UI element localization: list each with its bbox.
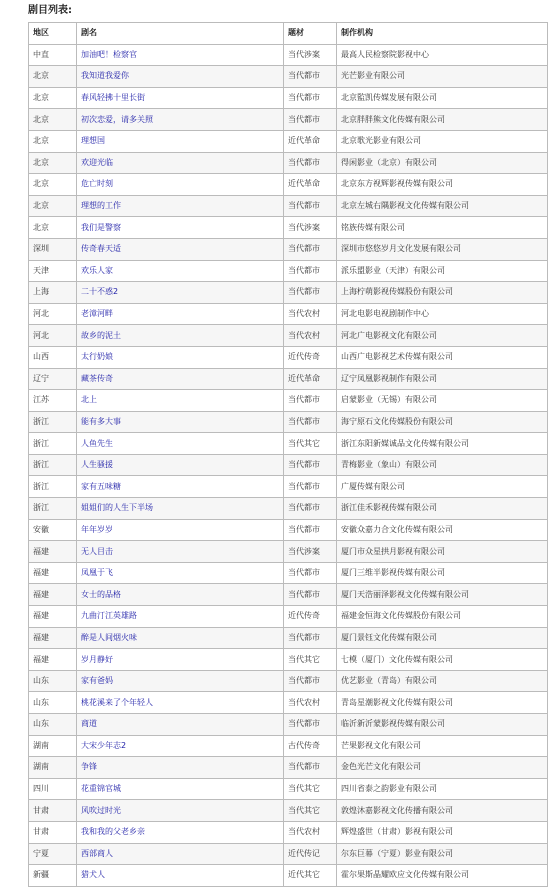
header-genre: 题材 <box>284 23 337 45</box>
cell-region: 浙江 <box>29 411 77 433</box>
cell-genre: 当代农村 <box>284 325 337 347</box>
cell-region: 中直 <box>29 44 77 66</box>
cell-genre: 当代农村 <box>284 303 337 325</box>
cell-genre: 当代都市 <box>284 627 337 649</box>
cell-region: 山东 <box>29 714 77 736</box>
cell-producer: 浙江佳禾影视传媒有限公司 <box>337 498 548 520</box>
cell-producer: 浙江东阳新媒诚品文化传媒有限公司 <box>337 433 548 455</box>
table-header-row <box>29 23 548 45</box>
cell-region: 浙江 <box>29 498 77 520</box>
cell-title[interactable]: 无人目击 <box>77 541 284 563</box>
cell-title[interactable]: 我们是警察 <box>77 217 284 239</box>
cell-title[interactable]: 故乡的泥土 <box>77 325 284 347</box>
cell-region: 山西 <box>29 346 77 368</box>
cell-producer: 安徽众嘉力合文化传媒有限公司 <box>337 519 548 541</box>
cell-title[interactable]: 风吹过时光 <box>77 800 284 822</box>
table-row <box>29 368 548 390</box>
cell-genre: 当代涉案 <box>284 44 337 66</box>
cell-region: 福建 <box>29 627 77 649</box>
cell-region: 福建 <box>29 562 77 584</box>
cell-title[interactable]: 家有五味糖 <box>77 476 284 498</box>
table-row <box>29 584 548 606</box>
table-caption: 剧目列表: <box>28 5 72 16</box>
cell-producer: 福建金恒海文化传媒股份有限公司 <box>337 606 548 628</box>
cell-producer: 厦门三维半影视传媒有限公司 <box>337 562 548 584</box>
cell-genre: 当代都市 <box>284 714 337 736</box>
table-row <box>29 606 548 628</box>
cell-genre: 当代都市 <box>284 757 337 779</box>
cell-title[interactable]: 岁月静好 <box>77 649 284 671</box>
cell-producer: 得闲影业（北京）有限公司 <box>337 152 548 174</box>
cell-region: 北京 <box>29 66 77 88</box>
cell-genre: 当代都市 <box>284 66 337 88</box>
cell-producer: 辉煌盛世（甘肃）影视有限公司 <box>337 821 548 843</box>
cell-region: 福建 <box>29 541 77 563</box>
table-row <box>29 152 548 174</box>
table-row <box>29 714 548 736</box>
cell-producer: 青岛星潮影视文化传媒有限公司 <box>337 692 548 714</box>
cell-producer: 海宁原石文化传媒股份有限公司 <box>337 411 548 433</box>
cell-genre: 当代都市 <box>284 260 337 282</box>
cell-producer: 派乐盟影业（天津）有限公司 <box>337 260 548 282</box>
table-row <box>29 325 548 347</box>
cell-genre: 当代都市 <box>284 87 337 109</box>
cell-title[interactable]: 家有爸妈 <box>77 670 284 692</box>
cell-producer: 厦门景钰文化传媒有限公司 <box>337 627 548 649</box>
cell-title[interactable]: 理想国 <box>77 130 284 152</box>
cell-producer: 北京东方视辉影视传媒有限公司 <box>337 174 548 196</box>
cell-genre: 当代都市 <box>284 562 337 584</box>
cell-producer: 上海柠萌影视传媒股份有限公司 <box>337 282 548 304</box>
drama-list-table <box>28 22 548 887</box>
table-row <box>29 541 548 563</box>
cell-producer: 深圳市悠悠岁月文化发展有限公司 <box>337 238 548 260</box>
cell-producer: 光芒影业有限公司 <box>337 66 548 88</box>
cell-region: 河北 <box>29 303 77 325</box>
cell-title[interactable]: 九曲汀江英雄路 <box>77 606 284 628</box>
cell-genre: 当代都市 <box>284 109 337 131</box>
cell-producer: 河北电影电视剧制作中心 <box>337 303 548 325</box>
table-row <box>29 519 548 541</box>
cell-region: 新疆 <box>29 865 77 887</box>
cell-genre: 近代革命 <box>284 130 337 152</box>
cell-genre: 当代都市 <box>284 454 337 476</box>
header-region: 地区 <box>29 23 77 45</box>
cell-genre: 当代涉案 <box>284 217 337 239</box>
cell-region: 河北 <box>29 325 77 347</box>
cell-title[interactable]: 人鱼先生 <box>77 433 284 455</box>
cell-genre: 当代农村 <box>284 821 337 843</box>
cell-genre: 当代农村 <box>284 692 337 714</box>
cell-region: 湖南 <box>29 735 77 757</box>
table-row <box>29 217 548 239</box>
cell-region: 宁夏 <box>29 843 77 865</box>
cell-title[interactable]: 人生骚援 <box>77 454 284 476</box>
cell-genre: 近代传记 <box>284 843 337 865</box>
cell-region: 辽宁 <box>29 368 77 390</box>
cell-genre: 当代都市 <box>284 519 337 541</box>
cell-title[interactable]: 春风轻拂十里长街 <box>77 87 284 109</box>
table-row <box>29 174 548 196</box>
cell-title[interactable]: 欢乐人家 <box>77 260 284 282</box>
header-title: 剧名 <box>77 23 284 45</box>
cell-genre: 当代都市 <box>284 282 337 304</box>
cell-title[interactable]: 商道 <box>77 714 284 736</box>
cell-title[interactable]: 我知道我爱你 <box>77 66 284 88</box>
table-row <box>29 433 548 455</box>
cell-region: 湖南 <box>29 757 77 779</box>
table-row <box>29 454 548 476</box>
table-row <box>29 282 548 304</box>
table-row <box>29 800 548 822</box>
header-producer: 制作机构 <box>337 23 548 45</box>
cell-producer: 霍尔果斯晶耀欧应文化传媒有限公司 <box>337 865 548 887</box>
cell-title[interactable]: 西部商人 <box>77 843 284 865</box>
cell-genre: 当代其它 <box>284 778 337 800</box>
cell-region: 福建 <box>29 606 77 628</box>
cell-title[interactable]: 大宋少年志2 <box>77 735 284 757</box>
cell-title[interactable]: 花重锦官城 <box>77 778 284 800</box>
cell-region: 甘肃 <box>29 821 77 843</box>
table-row <box>29 778 548 800</box>
cell-producer: 尔东巨幕（宁夏）影业有限公司 <box>337 843 548 865</box>
cell-genre: 当代都市 <box>284 152 337 174</box>
cell-genre: 当代都市 <box>284 476 337 498</box>
cell-region: 天津 <box>29 260 77 282</box>
table-row <box>29 562 548 584</box>
cell-region: 福建 <box>29 584 77 606</box>
cell-producer: 北京歌光影业有限公司 <box>337 130 548 152</box>
table-body <box>29 44 548 886</box>
cell-producer: 启蒙影业（无锡）有限公司 <box>337 390 548 412</box>
cell-producer: 芒果影视文化有限公司 <box>337 735 548 757</box>
table-row <box>29 130 548 152</box>
table-row <box>29 498 548 520</box>
cell-title[interactable]: 传奇春天适 <box>77 238 284 260</box>
cell-genre: 当代都市 <box>284 195 337 217</box>
cell-genre: 近代革命 <box>284 174 337 196</box>
table-row <box>29 303 548 325</box>
cell-producer: 七模（厦门）文化传媒有限公司 <box>337 649 548 671</box>
cell-title[interactable]: 初次恋爱，请多关照 <box>77 109 284 131</box>
table-row <box>29 44 548 66</box>
cell-genre: 近代其它 <box>284 865 337 887</box>
cell-title[interactable]: 猎犬人 <box>77 865 284 887</box>
cell-title[interactable]: 二十不惑2 <box>77 282 284 304</box>
table-row <box>29 260 548 282</box>
cell-genre: 当代涉案 <box>284 541 337 563</box>
cell-title[interactable]: 年年岁岁 <box>77 519 284 541</box>
cell-title[interactable]: 能有多大事 <box>77 411 284 433</box>
table-row <box>29 195 548 217</box>
cell-title[interactable]: 危亡时刻 <box>77 174 284 196</box>
cell-genre: 当代其它 <box>284 800 337 822</box>
cell-region: 福建 <box>29 649 77 671</box>
cell-title[interactable]: 欢迎光临 <box>77 152 284 174</box>
table-row <box>29 87 548 109</box>
table-row <box>29 476 548 498</box>
cell-producer: 厦门市众星拱月影视有限公司 <box>337 541 548 563</box>
cell-genre: 古代传奇 <box>284 735 337 757</box>
cell-region: 安徽 <box>29 519 77 541</box>
cell-genre: 近代革命 <box>284 368 337 390</box>
cell-title[interactable]: 加油吧！检察官 <box>77 44 284 66</box>
cell-genre: 当代都市 <box>284 498 337 520</box>
cell-producer: 铭族传媒有限公司 <box>337 217 548 239</box>
cell-title[interactable]: 藏茶传奇 <box>77 368 284 390</box>
cell-region: 浙江 <box>29 433 77 455</box>
cell-genre: 近代传奇 <box>284 346 337 368</box>
table-row <box>29 390 548 412</box>
table-row <box>29 735 548 757</box>
cell-producer: 四川省泰之韵影业有限公司 <box>337 778 548 800</box>
cell-genre: 当代都市 <box>284 390 337 412</box>
cell-producer: 辽宁凤凰影视制作有限公司 <box>337 368 548 390</box>
cell-genre: 当代都市 <box>284 238 337 260</box>
cell-region: 山东 <box>29 670 77 692</box>
cell-genre: 当代都市 <box>284 411 337 433</box>
table-row <box>29 411 548 433</box>
table-row <box>29 66 548 88</box>
cell-region: 四川 <box>29 778 77 800</box>
cell-title[interactable]: 老漳河畔 <box>77 303 284 325</box>
cell-title[interactable]: 我和我的父老乡亲 <box>77 821 284 843</box>
cell-region: 北京 <box>29 152 77 174</box>
cell-region: 浙江 <box>29 476 77 498</box>
cell-producer: 优艺影业（青岛）有限公司 <box>337 670 548 692</box>
table-row <box>29 843 548 865</box>
table-row <box>29 109 548 131</box>
cell-region: 北京 <box>29 217 77 239</box>
cell-title[interactable]: 北上 <box>77 390 284 412</box>
cell-producer: 临沂新沂蒙影视传媒有限公司 <box>337 714 548 736</box>
cell-title[interactable]: 姐姐们的人生下半场 <box>77 498 284 520</box>
cell-region: 北京 <box>29 87 77 109</box>
cell-title[interactable]: 太行奶娘 <box>77 346 284 368</box>
table-row <box>29 757 548 779</box>
cell-producer: 厦门天浩丽泽影视文化传媒有限公司 <box>337 584 548 606</box>
table-row <box>29 238 548 260</box>
cell-producer: 河北广电影视文化有限公司 <box>337 325 548 347</box>
cell-title[interactable]: 桃花溪来了个年轻人 <box>77 692 284 714</box>
cell-region: 北京 <box>29 174 77 196</box>
cell-title[interactable]: 女士的品格 <box>77 584 284 606</box>
cell-producer: 金色光芒文化有限公司 <box>337 757 548 779</box>
table-row <box>29 346 548 368</box>
table-row <box>29 649 548 671</box>
cell-region: 山东 <box>29 692 77 714</box>
cell-producer: 敦煌沐嘉影视文化传播有限公司 <box>337 800 548 822</box>
cell-producer: 广厦传媒有限公司 <box>337 476 548 498</box>
cell-title[interactable]: 争锋 <box>77 757 284 779</box>
cell-genre: 当代其它 <box>284 649 337 671</box>
cell-region: 浙江 <box>29 454 77 476</box>
table-row <box>29 821 548 843</box>
cell-region: 甘肃 <box>29 800 77 822</box>
cell-title[interactable]: 醉是人间烟火味 <box>77 627 284 649</box>
table-row <box>29 627 548 649</box>
cell-producer: 北京左城右隅影视文化传媒有限公司 <box>337 195 548 217</box>
cell-title[interactable]: 凤凰于飞 <box>77 562 284 584</box>
table-row <box>29 692 548 714</box>
cell-producer: 最高人民检察院影视中心 <box>337 44 548 66</box>
cell-region: 北京 <box>29 130 77 152</box>
cell-region: 深圳 <box>29 238 77 260</box>
cell-producer: 北京胖胖熊文化传媒有限公司 <box>337 109 548 131</box>
cell-genre: 当代都市 <box>284 670 337 692</box>
cell-producer: 青梅影业（象山）有限公司 <box>337 454 548 476</box>
table-row <box>29 670 548 692</box>
cell-genre: 近代传奇 <box>284 606 337 628</box>
cell-region: 江苏 <box>29 390 77 412</box>
cell-region: 上海 <box>29 282 77 304</box>
cell-producer: 山西广电影视艺术传媒有限公司 <box>337 346 548 368</box>
cell-genre: 当代其它 <box>284 433 337 455</box>
cell-title[interactable]: 理想的工作 <box>77 195 284 217</box>
cell-region: 北京 <box>29 195 77 217</box>
cell-producer: 北京監凯传媒发展有限公司 <box>337 87 548 109</box>
cell-genre: 当代都市 <box>284 584 337 606</box>
cell-region: 北京 <box>29 109 77 131</box>
